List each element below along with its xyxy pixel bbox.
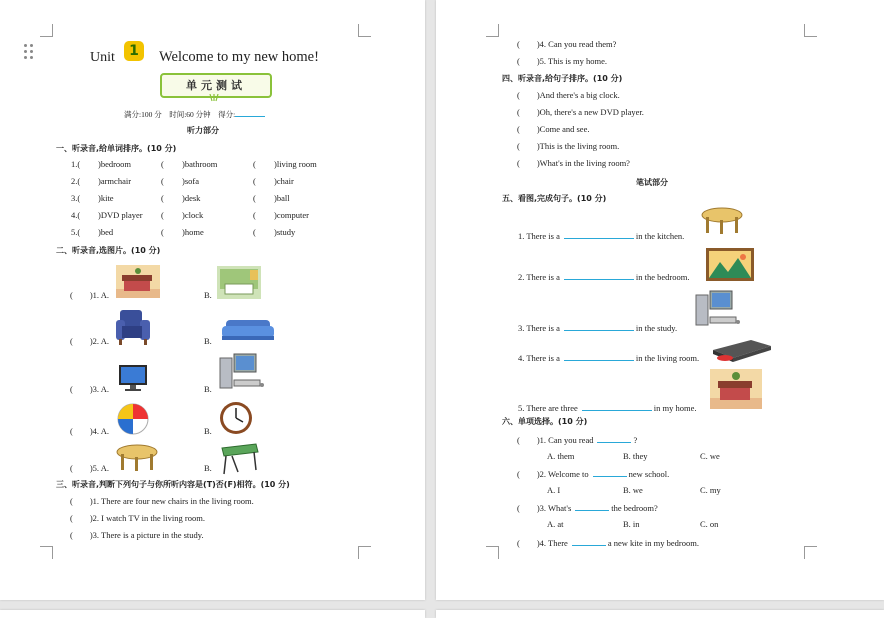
bedroom-picture <box>710 369 762 409</box>
sec5-item: 5. There are three in my home. <box>518 403 697 413</box>
answer-blank <box>564 271 634 280</box>
sec1-cell: )DVD player <box>98 210 143 220</box>
sec2-question: ( )4. A. <box>70 426 109 436</box>
crop-mark <box>358 546 371 559</box>
sec1-cell: ( <box>161 227 164 237</box>
sec2-option-b: B. <box>204 336 212 346</box>
sec6-option-a: A. I <box>547 485 561 495</box>
answer-blank <box>575 502 609 511</box>
bathroom-picture <box>217 266 261 299</box>
sec4-item: ( )And there's a big clock. <box>517 90 620 100</box>
tv-picture <box>118 364 148 392</box>
sec5-item: 1. There is a in the kitchen. <box>518 231 685 241</box>
answer-blank <box>593 468 627 477</box>
listening-part-heading: 听力部分 <box>187 126 219 135</box>
sec1-cell: 1.( <box>71 159 81 169</box>
sec4-item: ( )This is the living room. <box>517 141 620 151</box>
sec3-item: ( )1. There are four new chairs in the living room. <box>70 496 254 506</box>
section-1-heading: 一、听录音,给单词排序。(10 分) <box>56 144 177 153</box>
sofa-picture <box>222 318 274 342</box>
drag-handle-icon[interactable] <box>24 44 34 60</box>
crop-mark <box>486 24 499 37</box>
section-4-heading: 四、听录音,给句子排序。(10 分) <box>502 74 623 83</box>
banner-hanger-icon <box>209 94 219 102</box>
dvd-player-picture <box>711 338 773 364</box>
answer-blank <box>597 434 631 443</box>
sec1-cell: )study <box>274 227 296 237</box>
sec1-cell: 3.( <box>71 193 81 203</box>
table-picture <box>701 207 743 235</box>
sec1-cell: )bedroom <box>98 159 132 169</box>
page-1 <box>0 0 425 600</box>
answer-blank <box>582 402 652 411</box>
sec1-cell: ( <box>253 227 256 237</box>
sec1-cell: ( <box>161 210 164 220</box>
sec5-item: 3. There is a in the study. <box>518 323 678 333</box>
sec6-option-c: C. we <box>700 451 720 461</box>
sec1-cell: )kite <box>98 193 114 203</box>
sec1-cell: )desk <box>182 193 201 203</box>
sec6-question: ( )4. There a new kite in my bedroom. <box>517 538 699 548</box>
sec1-cell: )bed <box>98 227 114 237</box>
sec3-item: ( )3. There is a picture in the study. <box>70 530 204 540</box>
section-6-heading: 六、单项选择。(10 分) <box>502 417 588 426</box>
sec6-option-c: C. my <box>700 485 721 495</box>
sec3-item: ( )4. Can you read them? <box>517 39 617 49</box>
unit-label: Unit <box>90 50 115 65</box>
sec3-item: ( )2. I watch TV in the living room. <box>70 513 205 523</box>
landscape-picture <box>706 248 754 281</box>
sec4-item: ( )What's in the living room? <box>517 158 630 168</box>
next-page-top <box>0 610 425 618</box>
clock-picture <box>219 401 253 435</box>
sec1-cell: )ball <box>274 193 290 203</box>
sec1-cell: ( <box>253 176 256 186</box>
sec2-question: ( )5. A. <box>70 463 109 473</box>
sec6-option-b: B. they <box>623 451 648 461</box>
sec6-option-c: C. on <box>700 519 719 529</box>
crop-mark <box>804 546 817 559</box>
sec1-cell: 4.( <box>71 210 81 220</box>
crop-mark <box>40 546 53 559</box>
sec1-cell: ( <box>161 176 164 186</box>
armchair-picture <box>116 308 152 346</box>
sec1-cell: )sofa <box>182 176 199 186</box>
sec1-cell: ( <box>253 193 256 203</box>
next-page-top <box>436 610 884 618</box>
sec1-cell: ( <box>253 159 256 169</box>
sec6-option-b: B. in <box>623 519 640 529</box>
ball-picture <box>117 403 149 435</box>
sec1-cell: ( <box>161 193 164 203</box>
answer-blank <box>564 352 634 361</box>
computer-picture <box>218 352 266 392</box>
sec1-cell: 2.( <box>71 176 81 186</box>
sec2-option-b: B. <box>204 463 212 473</box>
sec1-cell: ( <box>161 159 164 169</box>
sec2-option-b: B. <box>204 384 212 394</box>
answer-blank <box>572 537 606 546</box>
sec5-item: 2. There is a in the bedroom. <box>518 272 690 282</box>
writing-part-heading: 笔试部分 <box>636 178 668 187</box>
sec1-cell: 5.( <box>71 227 81 237</box>
sec6-question: ( )2. Welcome to new school. <box>517 469 670 479</box>
answer-blank <box>564 230 634 239</box>
crop-mark <box>358 24 371 37</box>
crop-mark <box>804 24 817 37</box>
bedroom-picture <box>116 265 160 298</box>
sec4-item: ( )Oh, there's a new DVD player. <box>517 107 644 117</box>
sec6-question: ( )3. What's the bedroom? <box>517 503 658 513</box>
sec2-option-b: B. <box>204 426 212 436</box>
answer-blank <box>564 322 634 331</box>
sec5-item: 4. There is a in the living room. <box>518 353 700 363</box>
section-3-heading: 三、听录音,判断下列句子与你所听内容是(T)否(F)相符。(10 分) <box>56 480 290 489</box>
sec3-item: ( )5. This is my home. <box>517 56 608 66</box>
table-picture <box>116 444 158 472</box>
sec4-item: ( )Come and see. <box>517 124 590 134</box>
page-2 <box>436 0 884 600</box>
crop-mark <box>486 546 499 559</box>
sec2-question: ( )3. A. <box>70 384 109 394</box>
sec6-option-a: A. them <box>547 451 575 461</box>
sec2-question: ( )1. A. <box>70 290 109 300</box>
section-2-heading: 二、听录音,选图片。(10 分) <box>56 246 161 255</box>
sec1-cell: )chair <box>274 176 294 186</box>
score-line: 满分:100 分 时间:60 分钟 得分: <box>124 108 265 120</box>
sec2-option-b: B. <box>204 290 212 300</box>
sec1-cell: )computer <box>274 210 309 220</box>
sec1-cell: )clock <box>182 210 204 220</box>
crop-mark <box>40 24 53 37</box>
sec1-cell: )living room <box>274 159 317 169</box>
sec6-option-b: B. we <box>623 485 643 495</box>
test-banner: 单元测试 <box>160 73 272 98</box>
sec2-question: ( )2. A. <box>70 336 109 346</box>
unit-title: Welcome to my new home! <box>159 49 319 65</box>
unit-number-badge: 1 <box>124 41 144 61</box>
sec1-cell: )bathroom <box>182 159 218 169</box>
sec1-cell: )home <box>182 227 204 237</box>
computer-picture <box>694 289 742 329</box>
sec6-question: ( )1. Can you read ? <box>517 435 638 445</box>
sec1-cell: )armchair <box>98 176 132 186</box>
section-5-heading: 五、看图,完成句子。(10 分) <box>502 194 607 203</box>
sec1-cell: ( <box>253 210 256 220</box>
sec6-option-a: A. at <box>547 519 564 529</box>
desk-picture <box>218 442 260 476</box>
